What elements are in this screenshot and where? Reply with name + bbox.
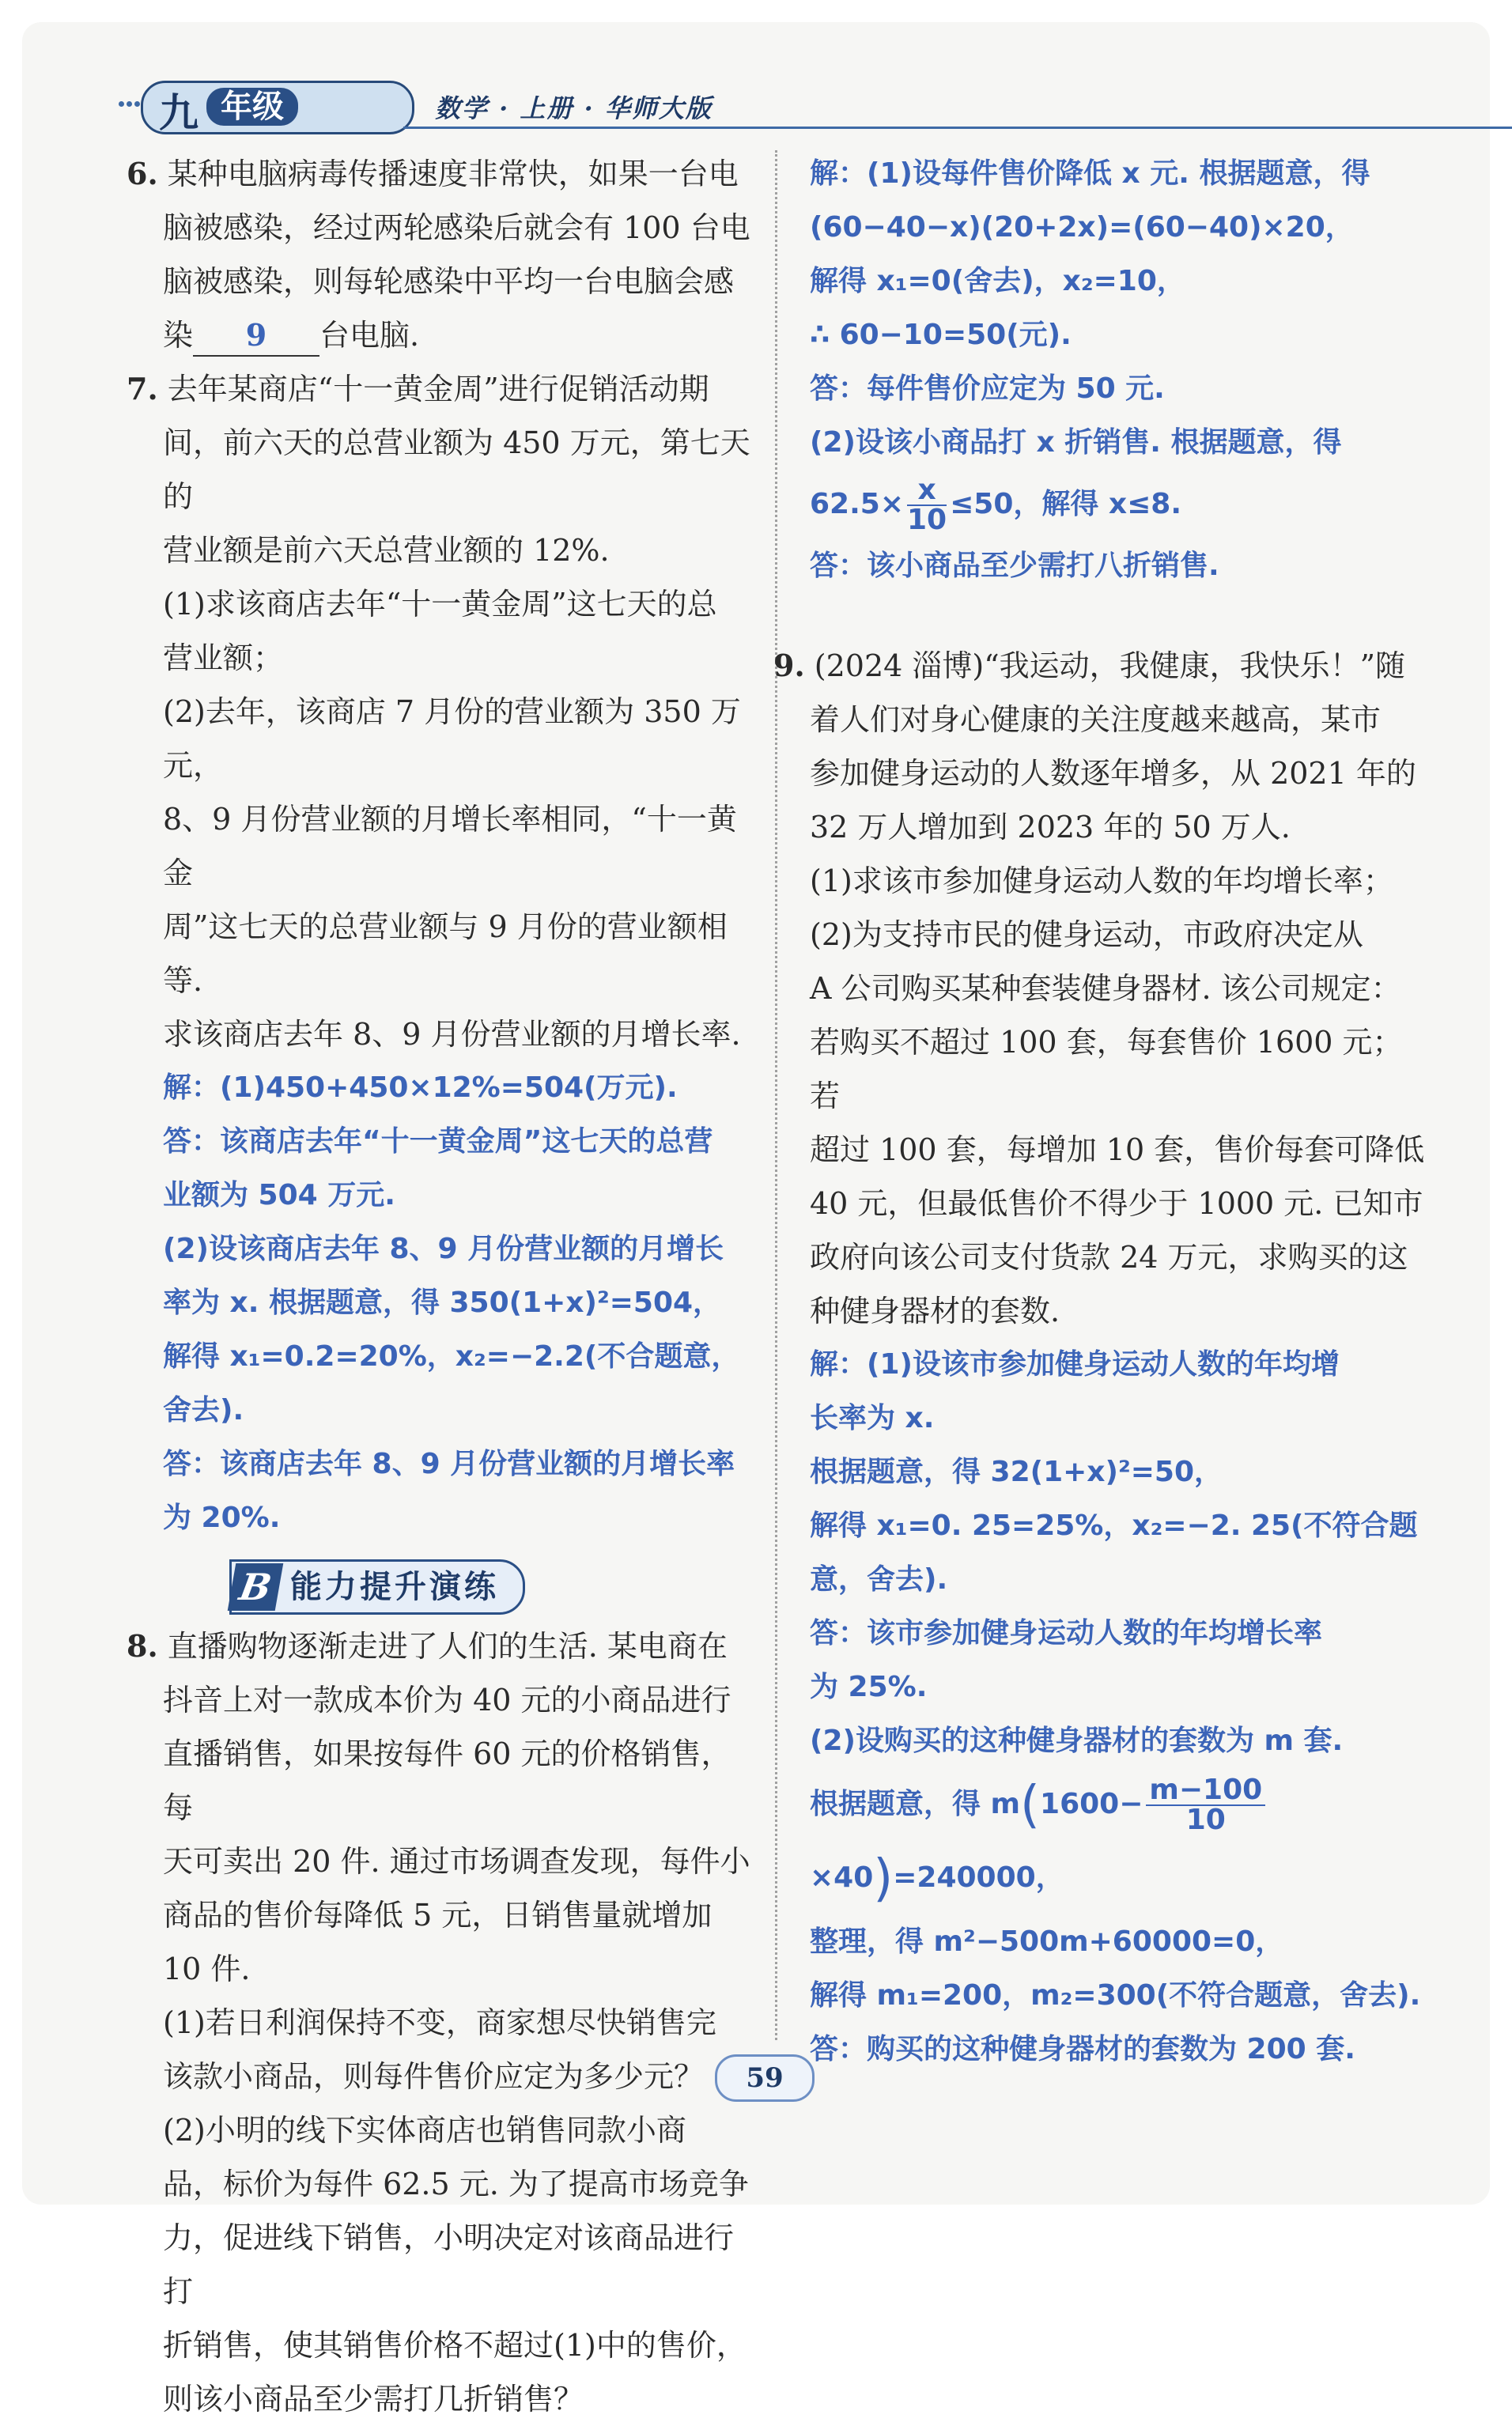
answer-line: 为 25%. — [810, 1671, 928, 1703]
question-text: 抖音上对一款成本价为 40 元的小商品进行 — [163, 1683, 731, 1717]
section-label-icon: B — [228, 1563, 284, 1611]
answer-blank: 9 — [193, 316, 319, 357]
question-8-answer — [810, 147, 1427, 593]
answer-line: 根据题意，得 32(1+x)²=50， — [810, 1456, 1223, 1488]
answer-line: 整理，得 m²−500m+60000=0， — [810, 1925, 1284, 1958]
answer-text: =240000， — [893, 1861, 1064, 1894]
answer-line: (60−40−x)(20+2x)=(60−40)×20， — [810, 211, 1354, 244]
answer-line: 答：每件售价应定为 50 元. — [810, 372, 1165, 405]
question-text: 去年某商店“十一黄金周”进行促销活动期 — [167, 372, 709, 406]
sub-question: (1)求该商店去年“十一黄金周”这七天的总 — [163, 587, 717, 622]
question-8 — [127, 1619, 759, 2426]
book-title: 数学 · 上册 · 华师大版 — [435, 93, 713, 123]
page-header — [119, 71, 1416, 134]
answer-text: ≤50，解得 x≤8. — [950, 488, 1182, 520]
right-column — [773, 147, 1427, 2076]
sub-question: 该款小商品，则每件售价应定为多少元？ — [163, 2059, 705, 2094]
answer-line: 解得 x₁=0(舍去)，x₂=10， — [810, 265, 1185, 297]
answer-line: 为 20%. — [163, 1502, 281, 1534]
question-text: 营业额是前六天总营业额的 12%. — [163, 533, 610, 568]
answer-line: 答：购买的这种健身器材的套数为 200 套. — [810, 2033, 1355, 2065]
question-text: 染 — [163, 318, 194, 353]
answer-line: 率为 x. 根据题意，得 350(1+x)²=504， — [163, 1287, 722, 1319]
grade-char: 九 — [159, 89, 198, 136]
question-7 — [127, 362, 759, 1545]
sub-question: (1)求该市参加健身运动人数的年均增长率； — [810, 863, 1393, 898]
question-text: 商品的售价每降低 5 元，日销售量就增加 — [163, 1898, 713, 1933]
answer-line: 长率为 x. — [810, 1402, 935, 1434]
left-paren: ( — [1020, 1776, 1041, 1835]
question-text: 脑被感染，经过两轮感染后就会有 100 台电 — [163, 210, 750, 245]
grade-rest: 年级 — [206, 88, 298, 126]
sub-question: (2)小明的线下实体商店也销售同款小商 — [163, 2113, 686, 2148]
answer-line: 答：该小商品至少需打八折销售. — [810, 550, 1219, 582]
sub-question: 求该商店去年 8、9 月份营业额的月增长率. — [163, 1017, 741, 1052]
question-text: (2024 淄博)“我运动，我健康，我快乐！”随 — [814, 648, 1406, 683]
left-column — [127, 147, 759, 2426]
answer-text: 62.5× — [810, 488, 904, 520]
answer-line: 解得 x₁=0. 25=25%，x₂=−2. 25(不符合题 — [810, 1510, 1418, 1542]
sub-question: A 公司购买某种套装健身器材. 该公司规定： — [810, 971, 1401, 1006]
question-text: 某种电脑病毒传播速度非常快，如果一台电 — [167, 157, 739, 191]
answer-line: 答：该商店去年“十一黄金周”这七天的总营 — [163, 1125, 713, 1158]
question-text: 着人们对身心健康的关注度越来越高，某市 — [810, 702, 1382, 737]
question-text: 直播购物逐渐走进了人们的生活. 某电商在 — [167, 1629, 728, 1664]
question-9 — [773, 639, 1427, 1338]
answer-line-equation — [810, 1768, 1427, 1915]
question-text: 间，前六天的总营业额为 450 万元，第七天的 — [163, 425, 750, 514]
answer-line: (2)设该商店去年 8、9 月份营业额的月增长 — [163, 1233, 724, 1265]
sub-question: 品，标价为每件 62.5 元. 为了提高市场竞争 — [163, 2167, 749, 2201]
answer-line: 解：(1)设该市参加健身运动人数的年均增 — [810, 1348, 1340, 1381]
fraction-numerator: x — [907, 476, 947, 506]
header-rule — [403, 127, 1512, 129]
question-text: 参加健身运动的人数逐年增多，从 2021 年的 — [810, 756, 1416, 791]
answer-line: 答：该商店去年 8、9 月份营业额的月增长率 — [163, 1448, 735, 1480]
answer-line-fraction — [810, 470, 1427, 539]
sub-question: (2)去年，该商店 7 月份的营业额为 350 万元， — [163, 694, 741, 783]
answer-line: ∴ 60−10=50(元). — [810, 319, 1072, 351]
sub-question: 40 元，但最低售价不得少于 1000 元. 已知市 — [810, 1186, 1423, 1221]
sub-question: 政府向该公司支付货款 24 万元，求购买的这 — [810, 1240, 1408, 1275]
sub-question: 周”这七天的总营业额与 9 月份的营业额相等. — [163, 909, 728, 998]
answer-line: 业额为 504 万元. — [163, 1179, 395, 1211]
question-text: 10 件. — [163, 1952, 251, 1986]
answer-text: ×40 — [810, 1861, 874, 1894]
sub-question: 超过 100 套，每增加 10 套，售价每套可降低 — [810, 1132, 1425, 1167]
sub-question: 力，促进线下销售，小明决定对该商品进行打 — [163, 2220, 735, 2309]
answer-line: (2)设该小商品打 x 折销售. 根据题意，得 — [810, 426, 1342, 459]
answer-text: 根据题意，得 m — [810, 1788, 1021, 1820]
question-6 — [127, 147, 759, 362]
sub-question: 营业额； — [163, 641, 284, 675]
question-number: 7. — [127, 371, 158, 406]
grade-badge — [141, 81, 414, 134]
answer-text: 1600− — [1040, 1788, 1143, 1820]
right-paren: ) — [873, 1850, 894, 1908]
page-number: 59 — [715, 2054, 815, 2102]
sub-question: (2)为支持市民的健身运动，市政府决定从 — [810, 917, 1363, 952]
section-title-ability — [229, 1559, 525, 1615]
sub-question: 8、9 月份营业额的月增长率相同，“十一黄金 — [163, 802, 737, 890]
answer-line: 意，舍去). — [810, 1563, 948, 1596]
section-title-text: 能力提升演练 — [290, 1569, 499, 1605]
answer-line: 解得 x₁=0.2=20%，x₂=−2.2(不合题意，舍去). — [163, 1340, 740, 1427]
question-9-answer — [810, 1338, 1427, 2076]
answer-line: (2)设购买的这种健身器材的套数为 m 套. — [810, 1725, 1344, 1757]
fraction — [1146, 1776, 1265, 1835]
fraction-numerator: m−100 — [1146, 1776, 1265, 1806]
answer-line: 解得 m₁=200，m₂=300(不符合题意，舍去). — [810, 1979, 1421, 2012]
sub-question: 折销售，使其销售价格不超过(1)中的售价， — [163, 2328, 747, 2363]
sub-question: 种健身器材的套数. — [810, 1294, 1060, 1328]
answer-line: 解：(1)450+450×12%=504(万元). — [163, 1071, 678, 1104]
sub-question: 则该小商品至少需打几折销售？ — [163, 2382, 584, 2417]
question-text: 台电脑. — [319, 318, 420, 353]
question-text: 天可卖出 20 件. 通过市场调查发现，每件小 — [163, 1844, 750, 1879]
question-number: 6. — [127, 156, 158, 191]
question-text: 32 万人增加到 2023 年的 50 万人. — [810, 810, 1291, 845]
answer-line: 答：该市参加健身运动人数的年均增长率 — [810, 1617, 1323, 1649]
question-number: 8. — [127, 1628, 158, 1664]
sub-question: (1)若日利润保持不变，商家想尽快销售完 — [163, 2005, 716, 2040]
fraction-denominator: 10 — [1185, 1804, 1226, 1836]
question-number: 9. — [773, 648, 805, 683]
sub-question: 若购买不超过 100 套，每套售价 1600 元；若 — [810, 1025, 1403, 1113]
fraction-denominator: 10 — [907, 504, 947, 536]
header-dots-decoration — [119, 95, 142, 111]
fraction — [907, 476, 947, 535]
answer-line: 解：(1)设每件售价降低 x 元. 根据题意，得 — [810, 157, 1370, 190]
question-text: 脑被感染，则每轮感染中平均一台电脑会感 — [163, 264, 735, 299]
question-text: 直播销售，如果按每件 60 元的价格销售，每 — [163, 1736, 731, 1825]
